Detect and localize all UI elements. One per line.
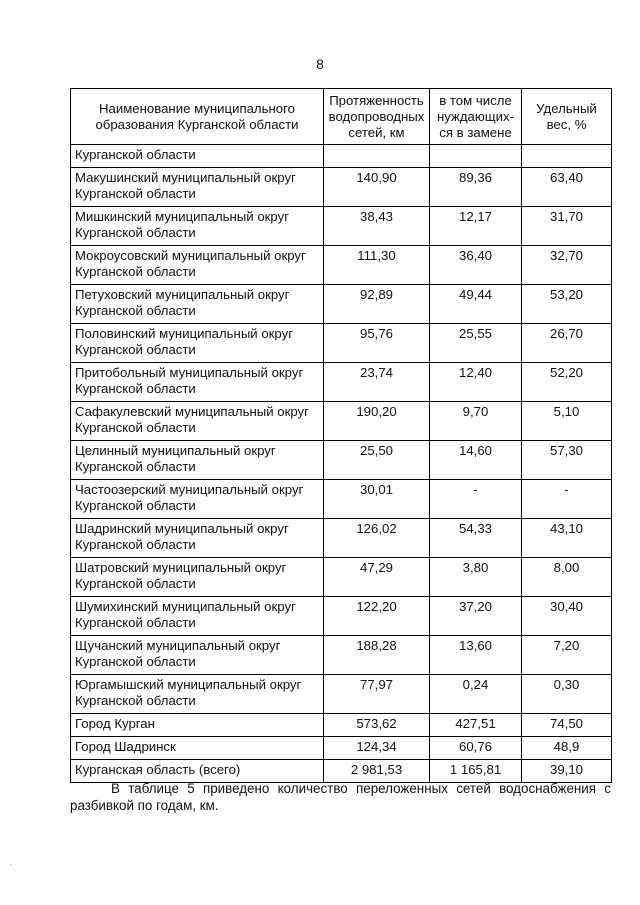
cell-length: 190,20 [324,402,430,441]
cell-length [324,145,430,168]
cell-municipality: Половинский муниципальный округ Курганской области [71,324,324,363]
cell-needs-replacement: 427,51 [430,714,522,737]
cell-length: 38,43 [324,207,430,246]
cell-length: 124,34 [324,737,430,760]
table-row [71,324,612,363]
cell-municipality: Целинный муниципальный округ Курганской области [71,441,324,480]
table-row [71,519,612,558]
table-row [71,480,612,519]
cell-municipality: Мишкинский муниципальный округ Курганской области [71,207,324,246]
cell-municipality: Макушинский муниципальный округ Курганской области [71,168,324,207]
cell-needs-replacement: 49,44 [430,285,522,324]
cell-length: 95,76 [324,324,430,363]
header-needs-replacement: в том числе нуждающих-ся в замене [430,89,522,145]
cell-needs-replacement: 25,55 [430,324,522,363]
cell-municipality: Курганская область (всего) [71,760,324,783]
cell-length: 140,90 [324,168,430,207]
table-row [71,714,612,737]
cell-municipality: Город Курган [71,714,324,737]
cell-needs-replacement: 12,40 [430,363,522,402]
body-paragraph: В таблице 5 приведено количество переложенных сетей водоснабжения с разбивкой по годам, км. [70,781,611,813]
table-body [71,145,612,783]
cell-length: 30,01 [324,480,430,519]
cell-needs-replacement: 37,20 [430,597,522,636]
cell-municipality: Притобольный муниципальный округ Курганской области [71,363,324,402]
cell-length: 111,30 [324,246,430,285]
header-share: Удельный вес, % [522,89,612,145]
cell-municipality: Шумихинский муниципальный округ Курганской области [71,597,324,636]
cell-share: 30,40 [522,597,612,636]
table-row [71,402,612,441]
cell-length: 25,50 [324,441,430,480]
cell-municipality: Город Шадринск [71,737,324,760]
cell-share: 57,30 [522,441,612,480]
cell-municipality: Щучанский муниципальный округ Курганской области [71,636,324,675]
cell-needs-replacement: 89,36 [430,168,522,207]
cell-length: 23,74 [324,363,430,402]
cell-length: 126,02 [324,519,430,558]
cell-municipality: Юргамышский муниципальный округ Курганской области [71,675,324,714]
cell-municipality: Петуховский муниципальный округ Курганской области [71,285,324,324]
table-header-row [71,89,612,145]
cell-length: 122,20 [324,597,430,636]
cell-municipality: Шатровский муниципальный округ Курганской области [71,558,324,597]
cell-needs-replacement: 12,17 [430,207,522,246]
table-row [71,558,612,597]
cell-share: 31,70 [522,207,612,246]
table-row [71,675,612,714]
cell-length: 77,97 [324,675,430,714]
cell-share: 63,40 [522,168,612,207]
water-network-table [70,88,612,783]
cell-share: 26,70 [522,324,612,363]
header-municipality: Наименование муниципального образования Курганской области [71,89,324,145]
table-row [71,168,612,207]
cell-needs-replacement: 36,40 [430,246,522,285]
cell-share: 7,20 [522,636,612,675]
cell-share: 74,50 [522,714,612,737]
cell-length: 2 981,53 [324,760,430,783]
cell-share: 5,10 [522,402,612,441]
cell-needs-replacement: 54,33 [430,519,522,558]
cell-length: 573,62 [324,714,430,737]
table-row [71,737,612,760]
cell-municipality: Мокроусовский муниципальный округ Курганской области [71,246,324,285]
cell-municipality: Частоозерский муниципальный округ Курганской области [71,480,324,519]
cell-needs-replacement: - [430,480,522,519]
cell-length: 47,29 [324,558,430,597]
cell-needs-replacement: 9,70 [430,402,522,441]
page-number: 8 [316,56,324,72]
cell-needs-replacement: 14,60 [430,441,522,480]
cell-share: 32,70 [522,246,612,285]
cell-share: 39,10 [522,760,612,783]
table-row [71,363,612,402]
table-row [71,207,612,246]
cell-needs-replacement: 3,80 [430,558,522,597]
cell-share: 0,30 [522,675,612,714]
cell-share [522,145,612,168]
cell-municipality: Сафакулевский муниципальный округ Курганской области [71,402,324,441]
cell-needs-replacement: 60,76 [430,737,522,760]
cell-needs-replacement [430,145,522,168]
margin-mark: · [10,862,12,868]
cell-needs-replacement: 0,24 [430,675,522,714]
cell-length: 92,89 [324,285,430,324]
cell-length: 188,28 [324,636,430,675]
table-row [71,597,612,636]
cell-municipality: Шадринский муниципальный округ Курганской области [71,519,324,558]
table-row [71,441,612,480]
cell-share: 43,10 [522,519,612,558]
table-row [71,145,612,168]
cell-share: 8,00 [522,558,612,597]
cell-share: 53,20 [522,285,612,324]
cell-share: - [522,480,612,519]
cell-municipality: Курганской области [71,145,324,168]
cell-share: 52,20 [522,363,612,402]
header-length: Протяженность водопроводных сетей, км [324,89,430,145]
cell-needs-replacement: 1 165,81 [430,760,522,783]
cell-needs-replacement: 13,60 [430,636,522,675]
table-row [71,285,612,324]
table-row [71,246,612,285]
table-row [71,636,612,675]
cell-share: 48,9 [522,737,612,760]
